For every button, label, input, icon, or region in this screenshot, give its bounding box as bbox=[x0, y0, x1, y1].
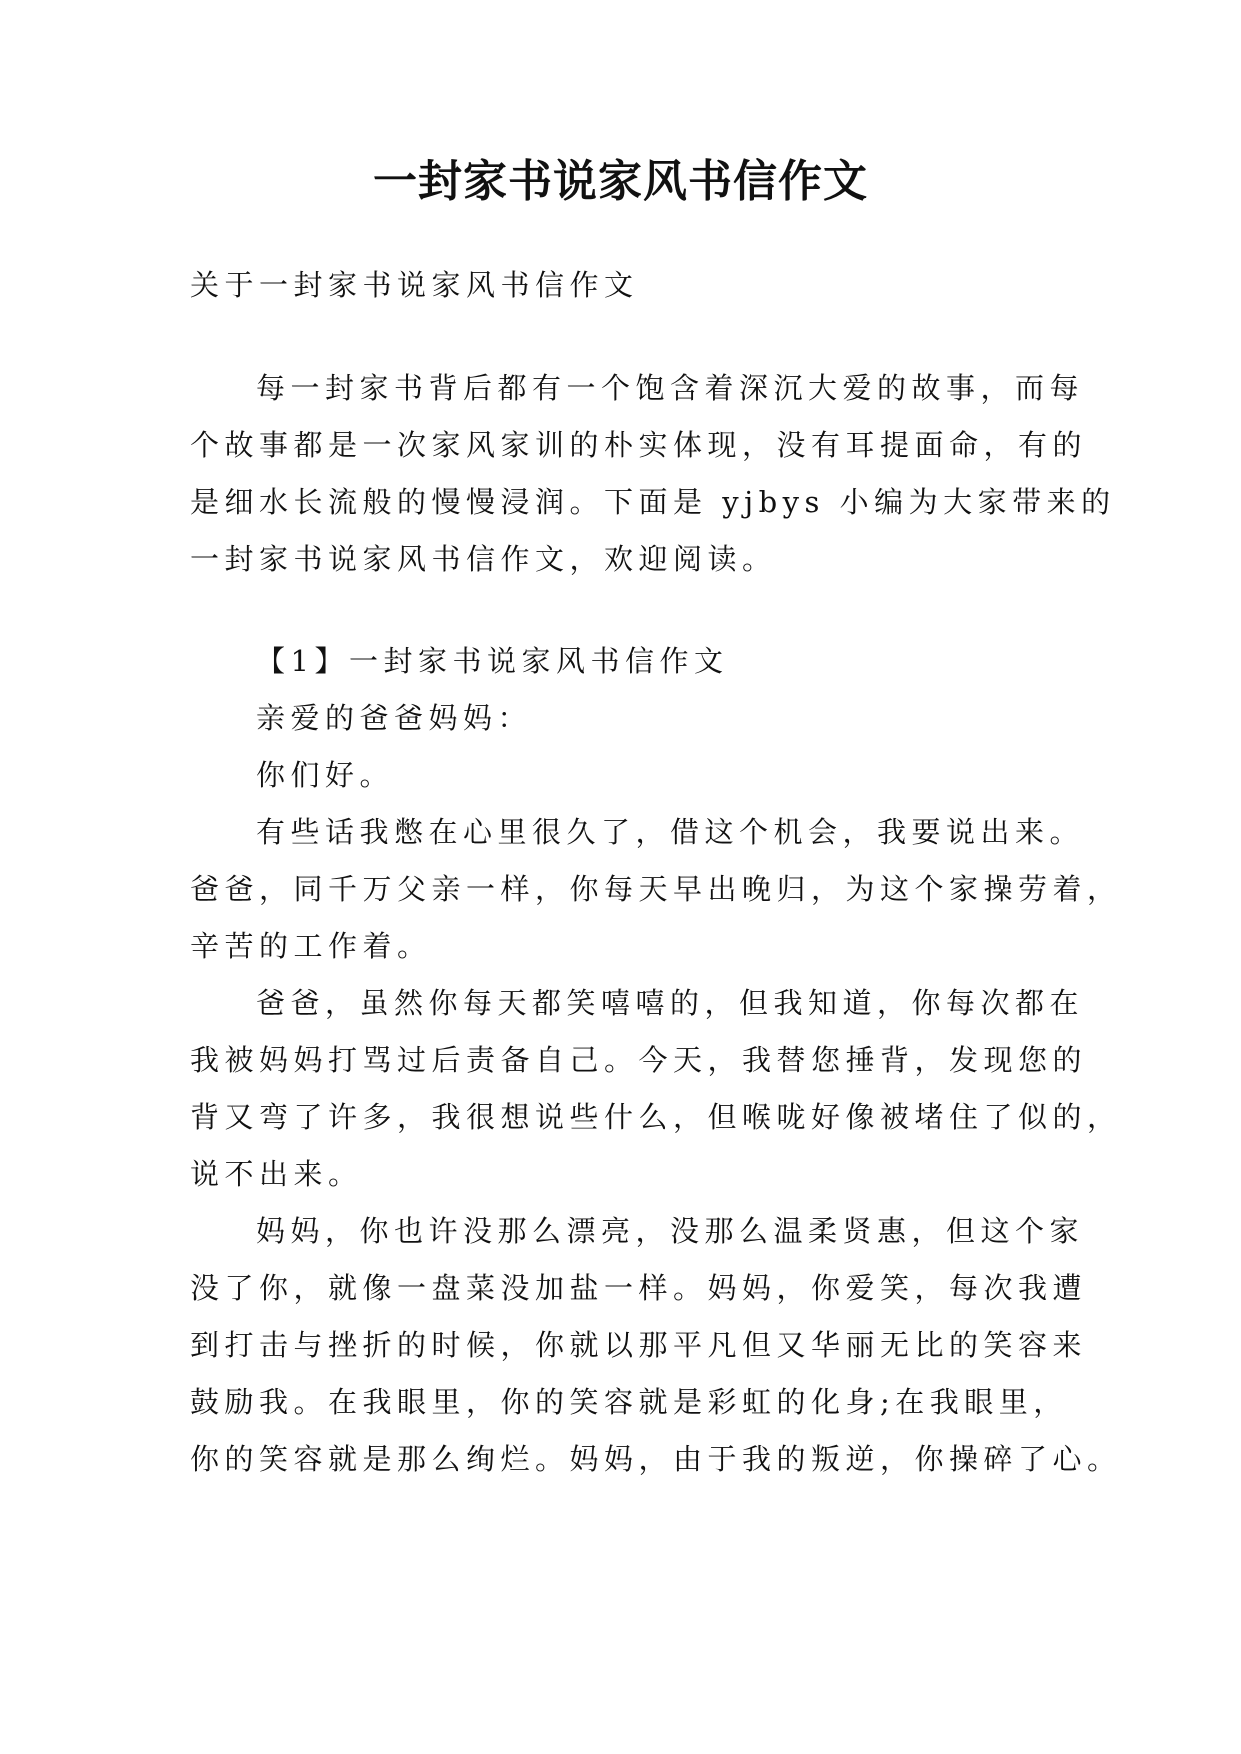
intro-line-3: 是细水长流般的慢慢浸润。下面是 yjbys 小编为大家带来的 bbox=[190, 485, 1116, 519]
paragraph3-line-3: 到打击与挫折的时候，你就以那平凡但又华丽无比的笑容来 bbox=[190, 1328, 1088, 1362]
paragraph3-line-5: 你的笑容就是那么绚烂。妈妈，由于我的叛逆，你操碎了心。 bbox=[190, 1442, 1122, 1476]
intro-line-2: 个故事都是一次家风家训的朴实体现，没有耳提面命，有的 bbox=[190, 428, 1088, 462]
paragraph2-line-2: 我被妈妈打骂过后责备自己。今天，我替您捶背，发现您的 bbox=[190, 1043, 1088, 1077]
letter-greeting: 你们好。 bbox=[256, 758, 395, 792]
paragraph2-line-1: 爸爸，虽然你每天都笑嘻嘻的，但我知道，你每次都在 bbox=[256, 986, 1085, 1020]
section-heading: 【1】一封家书说家风书信作文 bbox=[256, 644, 729, 678]
paragraph2-line-3: 背又弯了许多，我很想说些什么，但喉咙好像被堵住了似的， bbox=[190, 1100, 1122, 1134]
intro-line-1: 每一封家书背后都有一个饱含着深沉大爱的故事，而每 bbox=[256, 371, 1085, 405]
paragraph1-line-1: 有些话我憋在心里很久了，借这个机会，我要说出来。 bbox=[256, 815, 1085, 849]
document-title: 一封家书说家风书信作文 bbox=[373, 156, 868, 207]
document-subtitle: 关于一封家书说家风书信作文 bbox=[190, 268, 639, 302]
paragraph2-line-4: 说不出来。 bbox=[190, 1157, 363, 1191]
paragraph1-line-2: 爸爸，同千万父亲一样，你每天早出晚归，为这个家操劳着， bbox=[190, 872, 1122, 906]
intro-line-4: 一封家书说家风书信作文，欢迎阅读。 bbox=[190, 542, 777, 576]
paragraph1-line-3: 辛苦的工作着。 bbox=[190, 929, 432, 963]
paragraph3-line-4: 鼓励我。在我眼里，你的笑容就是彩虹的化身;在我眼里， bbox=[190, 1385, 1068, 1419]
paragraph3-line-2: 没了你，就像一盘菜没加盐一样。妈妈，你爱笑，每次我遭 bbox=[190, 1271, 1088, 1305]
letter-salutation: 亲爱的爸爸妈妈： bbox=[256, 701, 533, 735]
paragraph3-line-1: 妈妈，你也许没那么漂亮，没那么温柔贤惠，但这个家 bbox=[256, 1214, 1085, 1248]
